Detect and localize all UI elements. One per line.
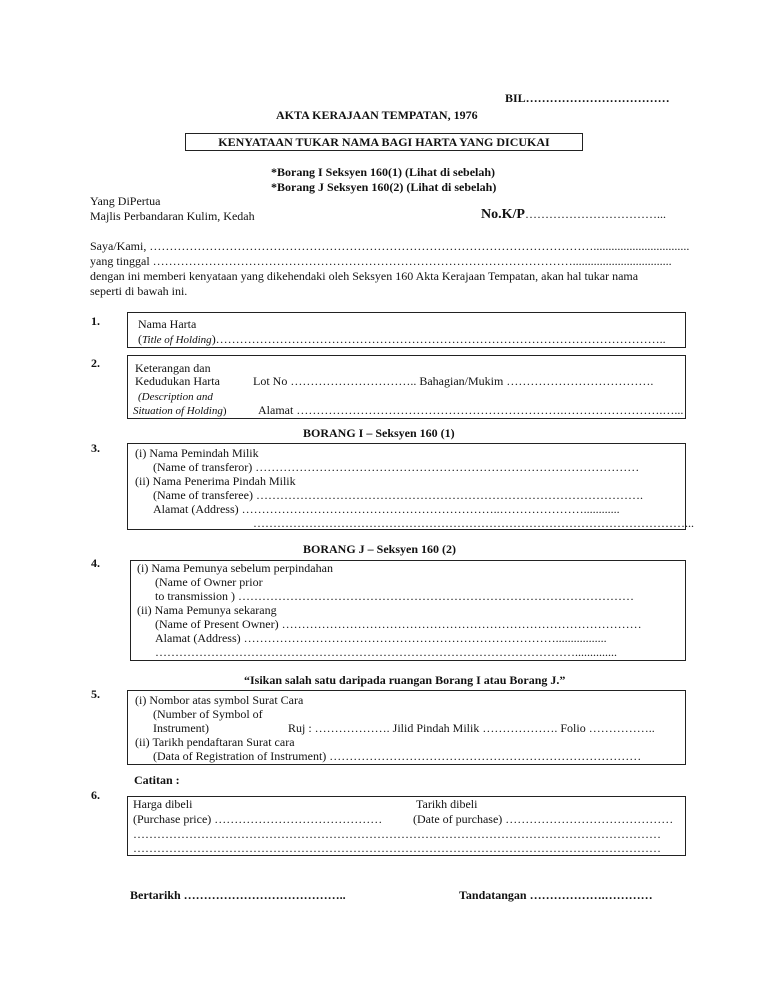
present-owner-address-line-2[interactable]: …………………………………………………………………………………………….............. [155,645,617,659]
registration-date-label: (ii) Tarikh pendaftaran Surat cara [135,735,295,749]
catitan-label: Catitan : [134,773,180,787]
instrument-reference-line[interactable]: Ruj : ………………. Jilid Pindah Milik ………………. Folio …………….. [288,721,655,735]
section-2-box [127,355,686,419]
section-6-number: 6. [91,788,100,802]
present-owner-line[interactable]: (Name of Present Owner) ……………………………………………………………………………… [155,617,642,631]
prior-owner-label: (i) Nama Pemunya sebelum perpindahan [137,561,333,575]
purchase-date-label: Tarikh dibeli [416,797,478,811]
section-4-box [130,560,686,661]
act-title: AKTA KERAJAAN TEMPATAN, 1976 [276,108,478,122]
address-line[interactable]: yang tinggal ……………………………………………………………………………………………................................. [90,254,672,268]
title-of-holding-en: Title of Holding [142,334,212,346]
registration-date-line[interactable]: (Data of Registration of Instrument) …………………………………………………………………… [153,749,642,763]
instrument-symbol-en: (Number of Symbol of [153,707,263,721]
purchase-date-line[interactable]: (Date of purchase) …………………………………… [413,812,674,826]
prior-owner-line[interactable]: to transmission ) ……………………………………………………………………………………… [155,589,634,603]
description-en-2-close: ) [222,405,227,417]
prior-owner-en-1: (Name of Owner prior [155,575,263,589]
bil-reference: BIL……………………………… [505,91,670,105]
description-label-2: Kedudukan Harta [135,374,220,388]
no-kp-label [481,207,666,222]
description-en-2: Situation of Holding [133,405,223,417]
title-of-holding-line[interactable] [138,332,666,347]
notes-line-2[interactable]: …………………………………………………………………………………………………………………… [133,841,661,855]
section-1-box [127,312,686,348]
present-owner-address-line[interactable]: Alamat (Address) ……………………………………………………………………................. [155,631,607,645]
name-line[interactable]: Saya/Kami, …………………………………………………………………………………………………................................ [90,239,690,253]
description-en-2-line [133,404,227,418]
transferee-address-line[interactable]: Alamat (Address) ………………………………………………………..…………………............ [153,502,620,516]
intro-text-2: seperti di bawah ini. [90,284,188,298]
section-3-box [127,443,694,530]
section-6-box [127,796,686,856]
property-address-line[interactable]: Alamat ………………………………………………………….…………………….…... [258,403,684,417]
no-kp-dots[interactable]: ……………………………... [524,207,666,221]
title-of-holding-label: Nama Harta [138,317,197,331]
section-1-number: 1. [91,314,100,328]
form-i-ref: *Borang I Seksyen 160(1) (Lihat di sebelah) [271,165,496,179]
intro-text-1: dengan ini memberi kenyataan yang dikehendaki oleh Seksyen 160 Akta Kerajaan Tempatan, akan hal tukar nama [90,269,639,283]
signature-line[interactable]: Tandatangan ……………….………… [459,888,653,902]
instrument-symbol-label: (i) Nombor atas symbol Surat Cara [135,693,304,707]
section-5-box [127,690,686,765]
borang-i-heading: BORANG I – Seksyen 160 (1) [303,426,455,440]
fill-one-note: “Isikan salah satu daripada ruangan Borang I atau Borang J.” [244,673,566,687]
purchase-price-line[interactable]: (Purchase price) …………………………………… [133,812,383,826]
no-kp-text: No.K/P [481,207,525,222]
description-label-1: Keterangan dan [135,361,211,375]
section-3-number: 3. [91,441,100,455]
notes-line-1[interactable]: …………………………………………………………………………………………………………………… [133,827,661,841]
transferee-line[interactable]: (Name of transferee) ……………………………………………………………………………………. [153,488,643,502]
form-j-ref: *Borang J Seksyen 160(2) (Lihat di sebelah) [271,180,497,194]
form-title: KENYATAAN TUKAR NAMA BAGI HARTA YANG DICUKAI [218,135,550,149]
present-owner-label: (ii) Nama Pemunya sekarang [137,603,277,617]
purchase-price-label: Harga dibeli [133,797,193,811]
transferor-label: (i) Nama Pemindah Milik [135,446,259,460]
section-5-number: 5. [91,687,100,701]
borang-j-heading: BORANG J – Seksyen 160 (2) [303,542,457,556]
lot-mukim-line[interactable]: Lot No ………………………….. Bahagian/Mukim ………………………………. [253,374,654,388]
section-2-number: 2. [91,356,100,370]
addressee-title: Yang DiPertua [90,194,161,208]
title-box [185,133,583,151]
title-of-holding-dots: )………………………………………………………………………………………………….. [211,332,666,346]
description-en-1: (Description and [138,391,213,403]
transferee-address-line-2[interactable]: ………………………………………………………………………………………………... [253,516,694,530]
date-signed-line[interactable]: Bertarikh ………………………………….. [130,888,346,902]
title-of-holding-open: ( [138,332,142,346]
transferee-label: (ii) Nama Penerima Pindah Milik [135,474,296,488]
section-4-number: 4. [91,556,100,570]
instrument-en: Instrument) [153,721,209,735]
transferor-line[interactable]: (Name of transferor) …………………………………………………………………………………… [153,460,640,474]
addressee-council: Majlis Perbandaran Kulim, Kedah [90,209,255,223]
